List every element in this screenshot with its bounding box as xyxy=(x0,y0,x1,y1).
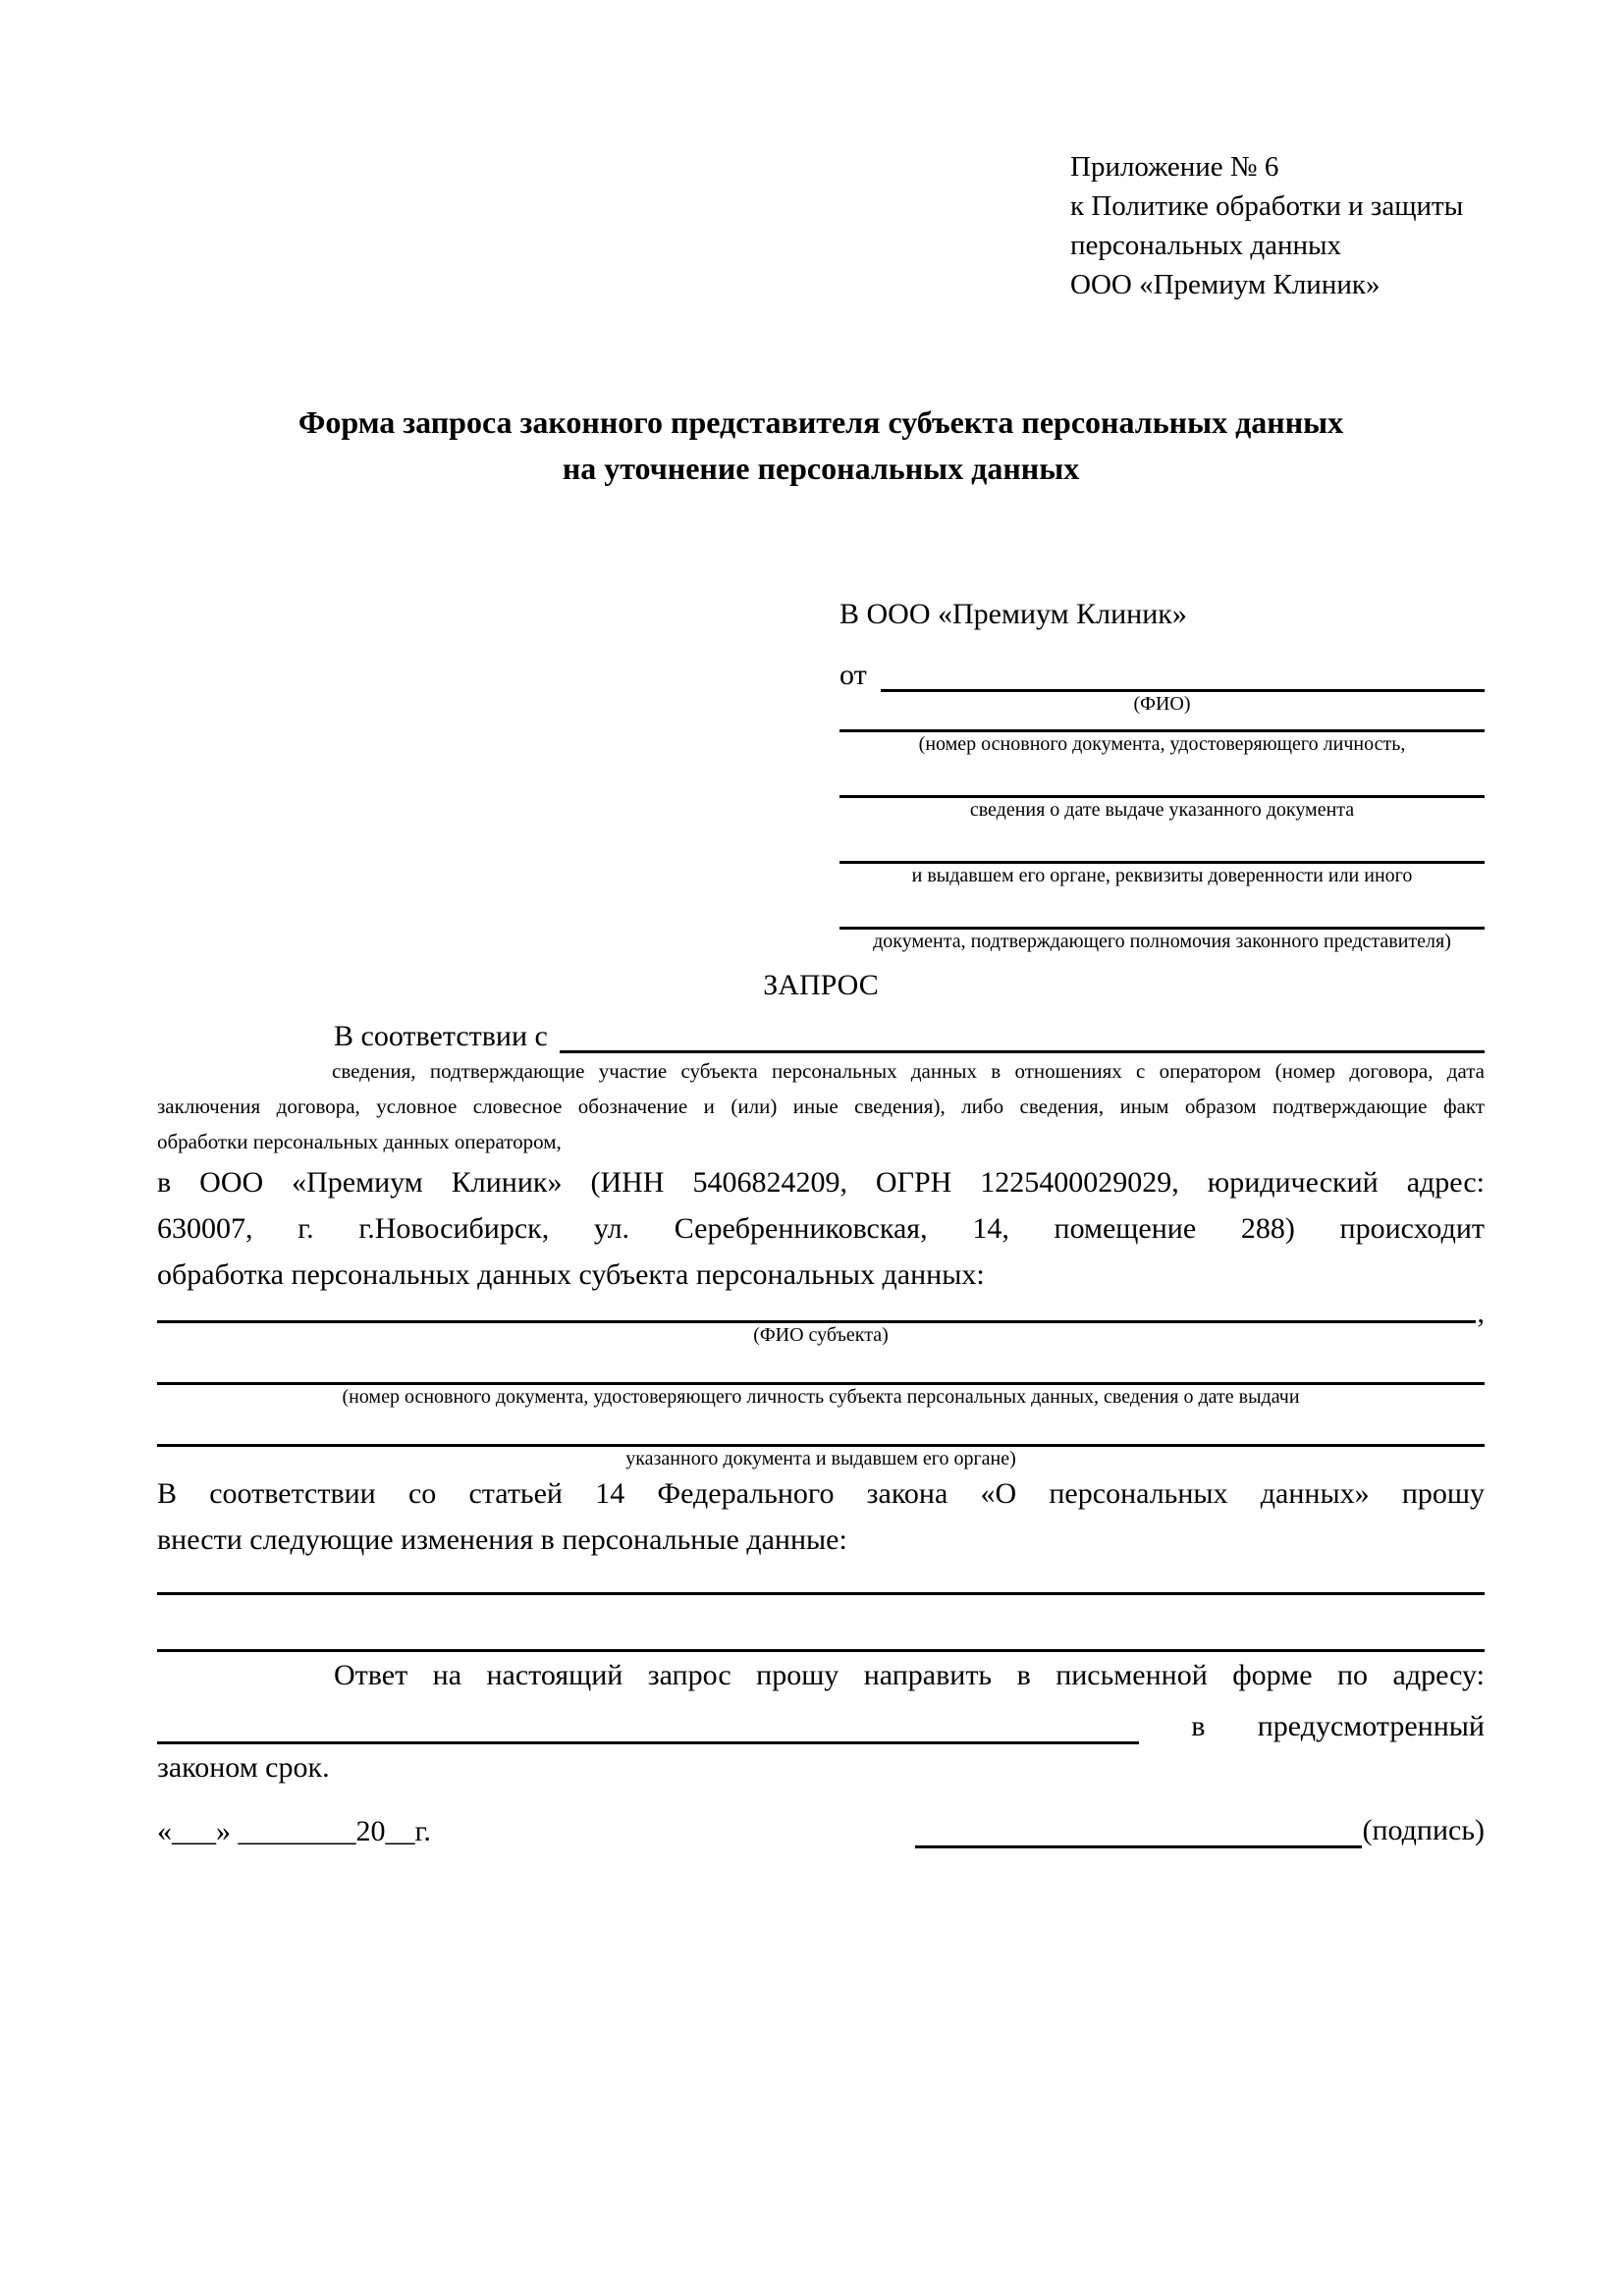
date-signature-row xyxy=(157,1812,1485,1848)
subject-doc-caption-top: (номер основного документа, удостоверяющего личность субъекта персональных данных, сведения о дате выдачи xyxy=(342,1386,1300,1408)
subject-doc-blank-field xyxy=(157,1347,1485,1385)
doc-issuer-caption: и выдавшем его органе, реквизиты доверенности или иного xyxy=(911,865,1413,886)
doc-issuer-blank-field xyxy=(839,822,1485,864)
subject-doc-caption-bottom: указанного документа и выдавшем его органе) xyxy=(625,1448,1016,1469)
authority-doc-caption: документа, подтверждающего полномочия законного представителя) xyxy=(873,931,1451,952)
answer-word-predusmotrenny: предусмотренный xyxy=(1257,1710,1485,1742)
footnote-line-2: заключения договора, условное словесное обозначение и (или) иные сведения), либо сведения, иным образом подтверждающие факт xyxy=(157,1095,1485,1118)
operator-paragraph-line-2: 630007, г. г.Новосибирск, ул. Серебренниковская, 14, помещение 288) происходит xyxy=(157,1212,1485,1245)
fio-caption: (ФИО) xyxy=(1133,693,1191,715)
signature-caption: (подпись) xyxy=(1362,1814,1485,1846)
title-line-1: Форма запроса законного представителя субъекта персональных данных xyxy=(298,404,1344,440)
title-line-2: на уточнение персональных данных xyxy=(562,451,1080,486)
appendix-line-3: персональных данных xyxy=(1070,230,1342,261)
appendix-line-4: ООО «Премиум Клиник» xyxy=(1070,269,1380,300)
answer-paragraph-line-1: Ответ на настоящий запрос прошу направить в письменной форме по адресу: xyxy=(334,1659,1485,1691)
answer-paragraph-line-2 xyxy=(157,1698,1485,1744)
document-title xyxy=(157,400,1485,492)
addressee-from-row xyxy=(839,639,1485,692)
doc-number-caption: (номер основного документа, удостоверяющего личность, xyxy=(918,733,1406,755)
changes-blank-field-1 xyxy=(157,1563,1485,1595)
addressee-block xyxy=(839,590,1485,953)
article-paragraph-line-1: В соответствии со статьей 14 Федерального закона «О персональных данных» прошу xyxy=(157,1477,1485,1510)
article-paragraph-line-2: внести следующие изменения в персональные данные: xyxy=(157,1523,847,1556)
trailing-comma: , xyxy=(1477,1297,1485,1329)
date-blank-field: «___» ________20__г. xyxy=(157,1815,431,1847)
request-heading: ЗАПРОС xyxy=(763,969,879,1001)
addressee-organization: В ООО «Премиум Клиник» xyxy=(839,598,1187,630)
according-to-label: В соответствии с xyxy=(334,1020,548,1052)
doc-number-blank-field xyxy=(839,716,1485,732)
answer-address-blank-field xyxy=(157,1698,1139,1744)
signature-blank-field xyxy=(915,1812,1362,1848)
changes-blank-field-2 xyxy=(157,1595,1485,1652)
answer-word-v: в xyxy=(1191,1710,1206,1742)
subject-doc-issuer-blank-field xyxy=(157,1409,1485,1447)
footnote-line-1: сведения, подтверждающие участие субъекта персональных данных в отношениях с оператором (номер договора, дата xyxy=(332,1059,1485,1083)
footnote-line-3: обработки персональных данных оператором, xyxy=(157,1130,562,1153)
doc-issue-date-blank-field xyxy=(839,756,1485,798)
operator-paragraph-line-3: обработка персональных данных субъекта персональных данных: xyxy=(157,1258,985,1291)
appendix-line-1: Приложение № 6 xyxy=(1070,151,1279,183)
doc-issue-date-caption: сведения о дате выдаче указанного документа xyxy=(969,799,1355,821)
operator-paragraph-line-1: в ООО «Премиум Клиник» (ИНН 5406824209, ОГРН 1225400029029, юридический адрес: xyxy=(157,1166,1485,1199)
authority-doc-blank-field xyxy=(839,887,1485,930)
appendix-line-2: к Политике обработки и защиты xyxy=(1070,190,1464,222)
answer-paragraph-line-3: законом срок. xyxy=(157,1751,330,1784)
according-to-row xyxy=(157,1008,1485,1053)
appendix-block xyxy=(1070,147,1485,304)
from-label: от xyxy=(839,659,867,691)
subject-fio-caption: (ФИО субъекта) xyxy=(753,1324,889,1346)
signature-block xyxy=(915,1812,1485,1848)
subject-fio-blank-row xyxy=(157,1297,1485,1329)
